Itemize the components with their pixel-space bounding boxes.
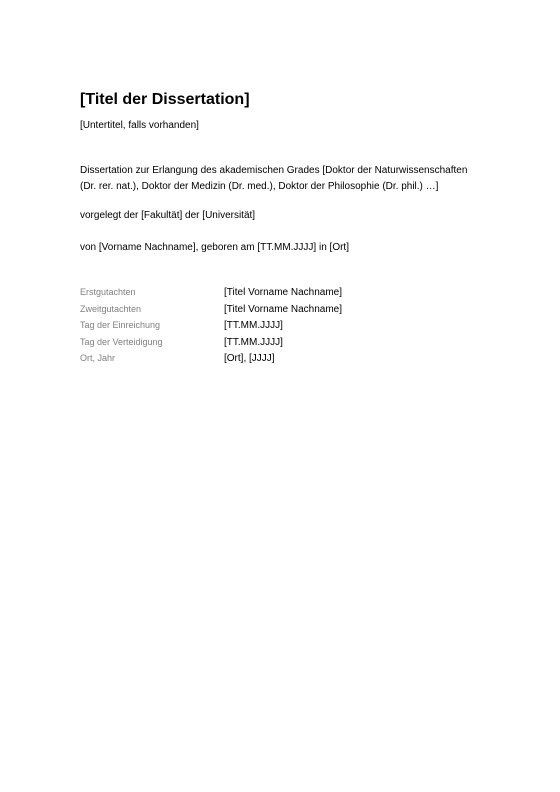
info-row [80,334,480,351]
info-value: [Titel Vorname Nachname] [224,287,343,298]
info-row [80,301,480,318]
info-row [80,317,480,334]
info-row [80,350,480,367]
submission-faculty-line: vorgelegt der [Fakultät] der [Universität] [80,210,256,221]
degree-purpose-line: (Dr. rer. nat.), Doktor der Medizin (Dr. med.), Doktor der Philosophie (Dr. phil.) …] [80,181,439,192]
info-label: Tag der Einreichung [80,320,161,330]
dissertation-subtitle: [Untertitel, falls vorhanden] [80,120,199,131]
info-value: [TT.MM.JJJJ] [224,320,283,331]
info-row [80,284,480,301]
info-label: Erstgutachten [80,287,136,297]
info-value: [Ort], [JJJJ] [224,353,275,364]
info-label: Zweitgutachten [80,303,142,314]
dissertation-info-table [80,284,480,367]
info-value: [TT.MM.JJJJ] [224,336,283,348]
degree-purpose-line: Dissertation zur Erlangung des akademischen Grades [Doktor der Naturwissenschaften [80,165,468,176]
info-label: Tag der Verteidigung [80,336,163,347]
dissertation-title: [Titel der Dissertation] [80,91,250,108]
info-value: [Titel Vorname Nachname] [224,303,343,315]
info-label: Ort, Jahr [80,353,116,363]
author-line: von [Vorname Nachname], geboren am [TT.MM.JJJJ] in [Ort] [80,242,349,253]
degree-purpose-paragraph [80,163,467,195]
